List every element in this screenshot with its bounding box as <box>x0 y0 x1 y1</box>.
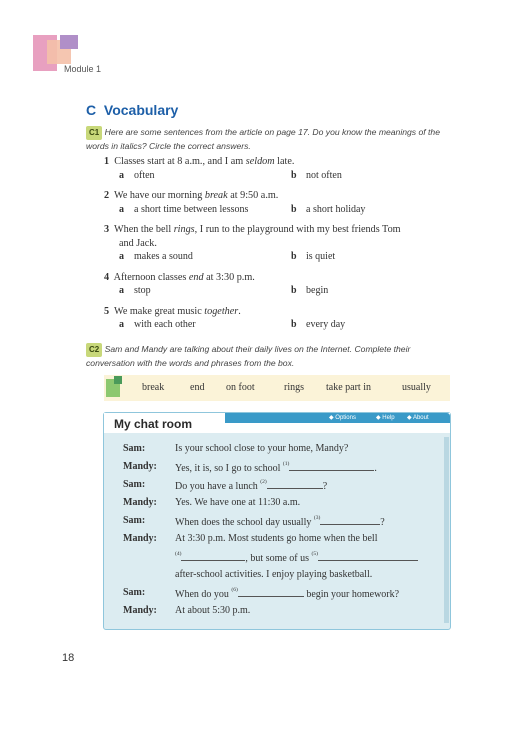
message-text: after-school activities. I enjoy playing basketball. <box>175 569 373 580</box>
option-a[interactable] <box>119 319 196 330</box>
chat-message <box>175 497 300 508</box>
module-label: Module 1 <box>64 64 102 74</box>
chat-speaker: Mandy: <box>123 461 157 472</box>
message-text: ? <box>322 481 328 492</box>
c1-instruction-block <box>86 126 446 152</box>
option-letter: b <box>291 319 297 330</box>
c1-tag: C1 <box>86 126 102 140</box>
option-letter: b <box>291 285 297 296</box>
c1-question <box>104 223 449 251</box>
question-number: 4 <box>104 272 110 283</box>
message-text: At 3:30 p.m. Most students go home when the bell <box>175 533 378 544</box>
section-heading: Vocabulary <box>103 102 179 118</box>
box-word: break <box>142 382 165 393</box>
c1-question <box>104 189 449 203</box>
nav-about[interactable]: ◆ About <box>407 415 429 421</box>
italic-word: seldom <box>245 156 275 167</box>
blank-number: (6) <box>231 587 238 593</box>
word-box <box>104 375 450 401</box>
message-text: , but some of us <box>245 553 312 564</box>
section-letter: C <box>86 102 97 118</box>
option-letter: a <box>119 170 124 181</box>
c1-question <box>104 155 449 169</box>
box-word: on foot <box>226 382 255 393</box>
blank-number: (3) <box>313 515 321 521</box>
option-letter: b <box>291 204 297 215</box>
c1-question <box>104 305 449 319</box>
chat-speaker: Sam: <box>123 443 146 454</box>
box-word: end <box>190 382 205 393</box>
option-letter: a <box>119 319 124 330</box>
answer-blank[interactable] <box>318 551 418 561</box>
option-text: begin <box>306 285 329 296</box>
header-decoration <box>60 35 78 49</box>
section-title <box>86 102 178 118</box>
message-text: When does the school day usually <box>175 517 314 528</box>
option-a[interactable] <box>119 285 151 296</box>
option-a[interactable] <box>119 251 193 262</box>
word-box-decoration <box>114 376 122 384</box>
chat-message <box>175 515 385 528</box>
c2-instruction-block <box>86 343 448 369</box>
page-number: 18 <box>62 652 75 664</box>
chat-speaker: Sam: <box>123 515 146 526</box>
option-text: makes a sound <box>134 251 193 262</box>
option-letter: a <box>119 251 124 262</box>
message-text: At about 5:30 p.m. <box>175 605 251 616</box>
chat-room-panel <box>103 412 451 630</box>
answer-blank[interactable] <box>320 515 380 525</box>
c1-instruction: Here are some sentences from the article on page 17. Do you know the meanings of the words in italics? Circle the correct answers. <box>86 127 440 151</box>
option-letter: a <box>119 285 124 296</box>
option-b[interactable] <box>291 285 328 296</box>
answer-blank[interactable] <box>238 587 304 597</box>
chat-message <box>175 461 377 474</box>
message-text: ? <box>380 517 385 528</box>
question-text: We make great music <box>114 306 205 317</box>
chat-speaker: Mandy: <box>123 605 157 616</box>
question-number: 3 <box>104 224 110 235</box>
chat-title: My chat room <box>114 417 193 431</box>
question-text: Afternoon classes <box>113 272 189 283</box>
answer-blank[interactable] <box>289 461 374 471</box>
option-b[interactable] <box>291 319 345 330</box>
option-text: is quiet <box>306 251 336 262</box>
chat-header <box>104 413 450 433</box>
chat-message <box>175 479 327 492</box>
option-a[interactable] <box>119 170 155 181</box>
answer-blank[interactable] <box>181 551 245 561</box>
question-text: and Jack. <box>119 238 157 249</box>
message-text: When do you <box>175 589 232 600</box>
option-text: often <box>134 170 155 181</box>
option-text: a short holiday <box>306 204 366 215</box>
box-word: rings <box>284 382 304 393</box>
option-text: not often <box>306 170 342 181</box>
blank-number: (2) <box>260 479 267 485</box>
answer-blank[interactable] <box>267 479 323 489</box>
nav-help[interactable]: ◆ Help <box>376 415 395 421</box>
option-letter: a <box>119 204 124 215</box>
chat-speaker: Sam: <box>123 587 146 598</box>
question-text: We have our morning <box>114 190 205 201</box>
message-text: begin your homework? <box>303 589 400 600</box>
box-word: usually <box>402 382 431 393</box>
italic-word: end <box>188 272 204 283</box>
question-text: at 3:30 p.m. <box>203 272 255 283</box>
chat-message <box>175 569 372 580</box>
chat-message <box>175 443 348 454</box>
question-number: 5 <box>104 306 110 317</box>
blank-number: (5) <box>311 551 318 557</box>
message-text: Yes, it is, so I go to school <box>175 463 283 474</box>
chat-speaker: Mandy: <box>123 497 157 508</box>
c2-instruction: Sam and Mandy are talking about their daily lives on the Internet. Complete their conversation with the words and phrases from the box. <box>86 344 411 368</box>
c1-question <box>104 271 449 285</box>
question-text: at 9:50 a.m. <box>227 190 279 201</box>
chat-scrollbar[interactable] <box>444 437 449 623</box>
option-b[interactable] <box>291 204 365 215</box>
message-text: . <box>374 463 377 474</box>
option-text: every day <box>306 319 346 330</box>
question-number: 2 <box>104 190 110 201</box>
chat-message <box>175 605 250 616</box>
message-text: Is your school close to your home, Mandy? <box>175 443 349 454</box>
italic-word: break <box>204 190 228 201</box>
blank-number: (1) <box>282 461 290 467</box>
question-text: late. <box>274 156 295 167</box>
option-b[interactable] <box>291 251 335 262</box>
option-text: a short time between lessons <box>134 204 249 215</box>
chat-speaker: Mandy: <box>123 533 157 544</box>
message-text: Yes. We have one at 11:30 a.m. <box>175 497 301 508</box>
question-text: When the bell <box>114 224 174 235</box>
option-text: with each other <box>134 319 196 330</box>
c2-tag: C2 <box>86 343 102 357</box>
question-text: Classes start at 8 a.m., and I am <box>114 156 246 167</box>
chat-message <box>175 587 399 600</box>
box-word: take part in <box>326 382 371 393</box>
question-text: . <box>238 306 241 317</box>
option-text: stop <box>134 285 151 296</box>
message-text: Do you have a lunch <box>175 481 261 492</box>
nav-options[interactable]: ◆ Options <box>329 415 356 421</box>
chat-message <box>175 533 378 544</box>
question-text: , I run to the playground with my best friends Tom <box>194 224 401 235</box>
italic-word: rings <box>173 224 195 235</box>
italic-word: together <box>204 306 239 317</box>
question-number: 1 <box>104 156 110 167</box>
option-letter: b <box>291 170 297 181</box>
chat-nav-bar <box>225 413 450 423</box>
chat-speaker: Sam: <box>123 479 146 490</box>
option-b[interactable] <box>291 170 342 181</box>
option-a[interactable] <box>119 204 248 215</box>
option-letter: b <box>291 251 297 262</box>
chat-message <box>175 551 418 564</box>
blank-number: (4) <box>175 551 182 557</box>
